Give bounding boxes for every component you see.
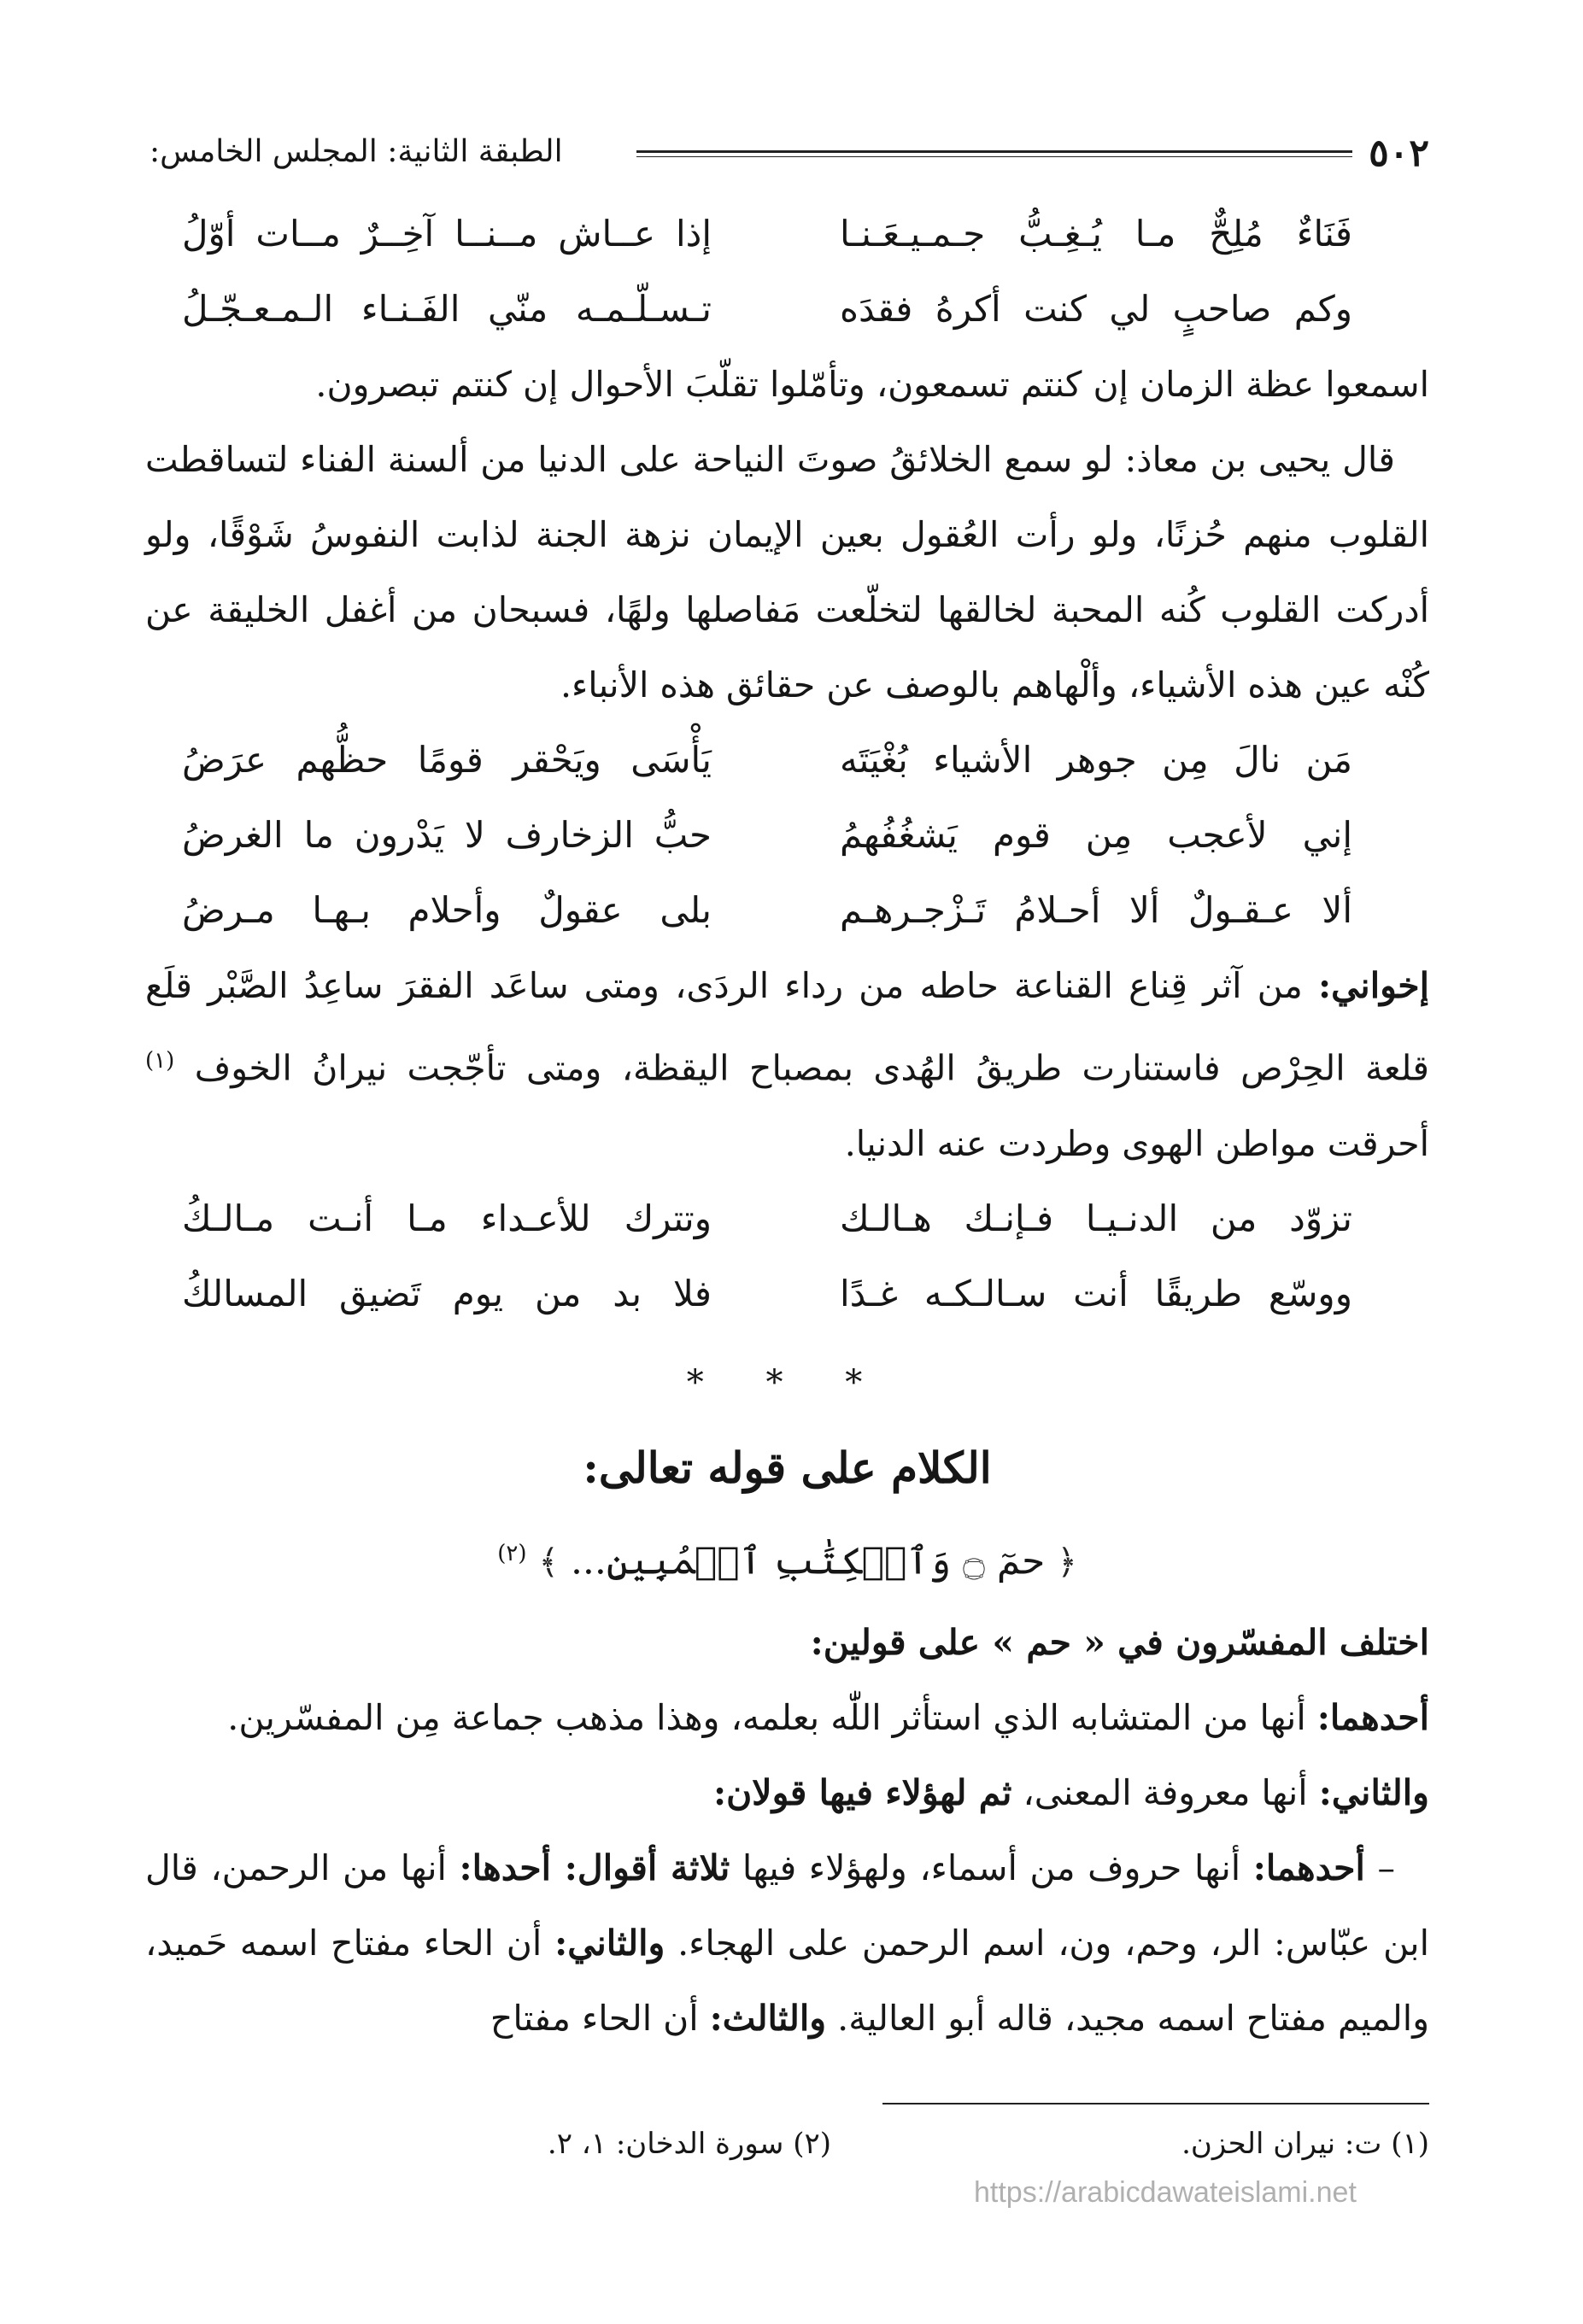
page-header (150, 128, 1429, 188)
footnote-ref[interactable]: (٢) (497, 1540, 527, 1566)
paragraph-text: أنها معروفة المعنى، (1023, 1772, 1308, 1814)
watermark-url: https://arabicdawateislami.net (974, 2176, 1357, 2209)
verse-second-hemistich: تـسـلّـمـه منّي الفَـنـاء الـمـعـجّـلُ (182, 288, 712, 330)
paragraph-text: أن الحاء مفتاح اسمه حَميد، والميم مفتاح اسمه مجيد، قاله أبو العالية. (145, 1923, 1429, 2040)
quran-verse (145, 1511, 1429, 1606)
verse-second-hemistich: وتترك للأعـداء مـا أنـت مـالـكُ (182, 1197, 712, 1239)
verse-couplet (145, 196, 1429, 272)
verse-couplet (145, 798, 1429, 873)
paragraph: اسمعوا عظة الزمان إن كنتم تسمعون، وتأمّلوا تقلّبَ الأحوال إن كنتم تبصرون. (315, 364, 1429, 405)
header-rule (636, 150, 1352, 157)
section-title: الكلام على قوله تعالى: (583, 1442, 992, 1493)
verse-first-hemistich: فَنَاءٌ مُلِحٌّ مـا يُـغِـبُّ جـمـيـعَـنـا (840, 213, 1352, 255)
verse-second-hemistich: حبُّ الزخارف لا يَدْرون ما الغرضُ (182, 814, 712, 856)
paragraph (145, 1830, 1429, 2056)
lead-word: أحدهما: (1252, 1847, 1365, 1889)
page-number: ٥٠٢ (1369, 132, 1429, 175)
bold-heading-line: اختلف المفسّرون في « حم » على قولين: (810, 1622, 1429, 1664)
quran-text: حمٓ ۝ وَٱلۡكِتَٰبِ ٱلۡمُبِينِ... (570, 1539, 1046, 1583)
paragraph (145, 1755, 1429, 1830)
verse-couplet (145, 272, 1429, 347)
paragraph-text: أن الحاء مفتاح (490, 1998, 699, 2040)
verse-second-hemistich: بلى عقولٌ وأحلام بـهـا مـرضُ (182, 889, 712, 931)
lead-word: إخواني: (1317, 965, 1429, 1006)
verse-first-hemistich: ألا عـقـولٌ ألا أحـلامُ تَـزْجـرهـم (840, 889, 1352, 931)
running-title: الطبقة الثانية: المجلس الخامس: (150, 134, 563, 169)
verse-second-hemistich: إذا عــاش مــنــا آخِــرٌ مــات أوّلُ (182, 213, 712, 255)
page-body (145, 196, 1429, 2056)
verse-first-hemistich: ووسّع طريقًا أنت سـالـكـه غـدًا (840, 1272, 1352, 1314)
verse-couplet (145, 1256, 1429, 1332)
footnote-1: (١) ت: نيران الحزن. (1181, 2127, 1429, 2161)
verse-first-hemistich: وكم صاحبٍ لي كنت أكرهُ فقدَه (840, 288, 1352, 330)
paragraph-text: أحرقت مواطن الهوى وطردت عنه الدنيا. (844, 1122, 1429, 1164)
paragraph (145, 948, 1429, 1181)
paragraph-text: أنها من الرحمن، قال ابن عبّاس: الر، وحم، ون، اسم الرحمن على الهجاء. (145, 1847, 1429, 1964)
paragraph-text: من آثر قِناع القناعة حاطه من رداء الردَى، ومتى ساعَد الفقرَ ساعِدُ الصَّبْر قلَع قلعة الحِرْص فاستنارت طريقُ الهُدى بمصباح اليقظة، ومتى تأجّجت نيرانُ الخوف (145, 965, 1429, 1089)
verse-couplet (145, 873, 1429, 948)
verse-first-hemistich: مَن نالَ مِن جوهر الأشياء بُغْيَتَه (840, 739, 1352, 781)
verse-couplet (145, 723, 1429, 798)
footnote-ref[interactable]: (١) (145, 1048, 175, 1074)
paragraph-text: أنها من المتشابه الذي استأثر اللّٰه بعلمه، وهذا مذهب جماعة مِن المفسّرين. (227, 1697, 1306, 1739)
verse-second-hemistich: فلا بد من يوم تَضيق المسالكُ (182, 1272, 712, 1314)
lead-word: ثلاثة أقوال: أحدها: (459, 1847, 730, 1889)
verse-second-hemistich: يَأْسَى ويَحْقر قومًا حظُّهم عرَضُ (182, 739, 712, 781)
paragraph (145, 1680, 1429, 1755)
verse-first-hemistich: تزوّد من الدنـيـا فـإنـك هـالـك (840, 1197, 1352, 1239)
section-separator: * * * (686, 1362, 888, 1402)
verse-first-hemistich: إني لأعجب مِن قوم يَشغُفُهمُ (840, 814, 1352, 856)
lead-word: والثالث: (709, 1998, 827, 2040)
footnote-rule (882, 2103, 1429, 2104)
dash: – (1377, 1847, 1395, 1889)
footnote-2: (٢) سورة الدخان: ١، ٢. (547, 2127, 831, 2161)
footnotes (145, 2114, 1429, 2174)
bold-text: ثم لهؤلاء فيها قولان: (712, 1772, 1012, 1814)
ornate-bracket-close: ﴾ (538, 1543, 559, 1583)
lead-word: والثاني: (554, 1923, 665, 1964)
verse-couplet (145, 1181, 1429, 1256)
ornate-bracket-open: ﴿ (1057, 1543, 1077, 1583)
lead-word: أحدهما: (1316, 1697, 1429, 1739)
lead-word: والثاني: (1318, 1772, 1429, 1814)
paragraph-text: أنها حروف من أسماء، ولهؤلاء فيها (742, 1847, 1241, 1889)
paragraph: قال يحيى بن معاذ: لو سمع الخلائقُ صوتَ النياحة على الدنيا من ألسنة الفناء لتساقطت القلوب منهم حُزنًا، ولو رأت العُقول بعين الإيمان نزهة الجنة لذابت النفوسُ شَوْقًا، ولو أدركت القلوب كُنه المحبة لخالقها لتخلّعت مَفاصلها ولهًا، فسبحان من أغفل الخليقة عن كُنْه عين هذه الأشياء، وألْهاهم بالوصف عن حقائق هذه الأنباء. (145, 439, 1429, 705)
